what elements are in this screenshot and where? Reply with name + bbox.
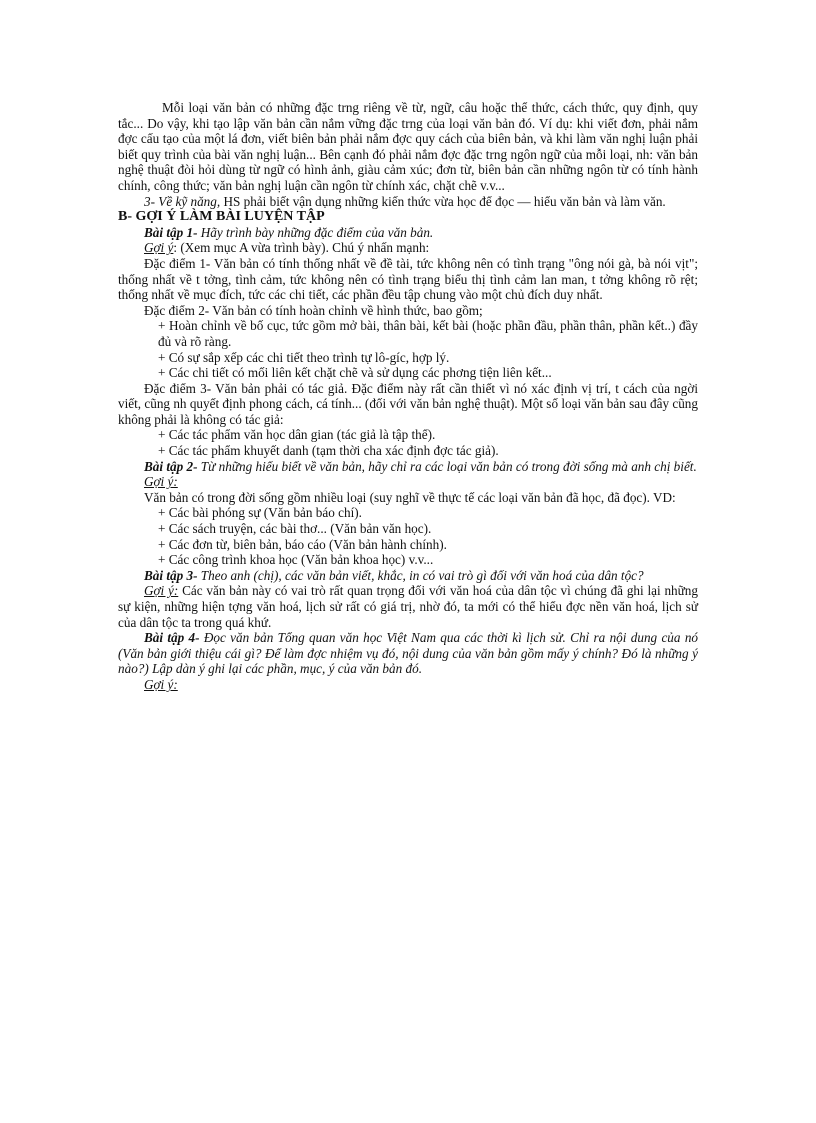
feature-2-bullet-2: + Có sự sắp xếp các chi tiết theo trình tự lô-gíc, hợp lý. <box>158 349 450 365</box>
exercise-2-hint <box>118 474 698 490</box>
exercise-2-bullet-4: + Các công trình khoa học (Văn bản khoa học) v.v... <box>158 552 434 568</box>
feature-3: Đặc điểm 3- Văn bản phải có tác giả. Đặc điểm này rất cần thiết vì nó xác định vị trí, t cách của ngời viết, cũng nh quyết định phong cách, cá tính... (đối với văn bản nghệ thuật). Một số loại văn bản sau đây cũng không phải là không có tác giả: <box>118 380 698 427</box>
exercise-4 <box>118 630 698 677</box>
exercise-2-text: Từ những hiểu biết về văn bản, hãy chỉ ra các loại văn bản có trong đời sống mà anh chị biết. <box>197 458 697 474</box>
exercise-2 <box>118 459 698 475</box>
skills-label: 3- Về kỹ năng, <box>144 193 221 209</box>
exercise-1-text: Hãy trình bày những đặc điểm của văn bản. <box>197 224 434 240</box>
exercise-1 <box>118 225 698 241</box>
exercise-1-label: Bài tập 1- <box>144 224 198 240</box>
feature-3-bullet-1: + Các tác phẩm văn học dân gian (tác giả là tập thể). <box>158 427 436 443</box>
hint-text: : (Xem mục A vừa trình bày). Chú ý nhấn mạnh: <box>173 240 430 256</box>
exercise-1-hint <box>118 240 698 256</box>
exercise-4-text: Đọc văn bản Tổng quan văn học Việt Nam qua các thời kì lịch sử. Chỉ ra nội dung của nó (Văn bản giới thiệu cái gì? Để làm đợc nhiệm vụ đó, nội dung của văn bản gồm mấy ý chính? Đó là những ý nào?) Lập dàn ý ghi lại các phần, mục, ý của văn bản đó. <box>118 630 699 677</box>
hint-label: Gợi ý: <box>144 474 178 490</box>
exercise-2-bullet-3: + Các đơn từ, biên bản, báo cáo (Văn bản hành chính). <box>158 536 447 552</box>
skills-text: HS phải biết vận dụng những kiến thức vừa học để đọc — hiểu văn bản và làm văn. <box>220 193 666 209</box>
hint-label: Gợi ý: <box>144 676 178 692</box>
exercise-4-hint <box>118 677 698 693</box>
feature-2: Đặc điểm 2- Văn bản có tính hoàn chỉnh về hình thức, bao gồm; <box>144 302 483 318</box>
exercise-3-text: Theo anh (chị), các văn bản viết, khắc, in có vai trò gì đối với văn hoá của dân tộc? <box>197 567 644 583</box>
hint-text: Các văn bản này có vai trò rất quan trọng đối với văn hoá của dân tộc vì chúng đã ghi lại những sự kiện, những hiện tợng văn hoá, lịch sử rất có giá trị, nhờ đó, ta mới có thể hiểu đợc nền văn hoá, lịch sử của dân tộc ta trong quá khứ. <box>118 583 698 630</box>
exercise-3-label: Bài tập 3- <box>144 567 198 583</box>
exercise-3-hint <box>118 583 698 630</box>
exercise-2-bullet-2: + Các sách truyện, các bài thơ... (Văn bản văn học). <box>158 521 432 537</box>
feature-2-bullet-1: + Hoàn chỉnh về bố cục, tức gồm mở bài, thân bài, kết bài (hoặc phần đầu, phần thân, phần kết..) đầy đủ và rõ ràng. <box>158 318 698 349</box>
feature-2-bullet-3: + Các chi tiết có mối liên kết chặt chẽ và sử dụng các phơng tiện liên kết... <box>158 365 552 381</box>
exercise-2-bullet-1: + Các bài phóng sự (Văn bản báo chí). <box>158 505 362 521</box>
document-page <box>118 100 698 693</box>
exercise-4-label: Bài tập 4- <box>144 630 200 646</box>
hint-label: Gợi ý: <box>144 583 179 599</box>
paragraph-skills <box>118 194 698 210</box>
paragraph-text-characteristics: Mỗi loại văn bản có những đặc trng riêng về từ, ngữ, câu hoặc thể thức, cách thức, quy định, quy tắc... Do vậy, khi tạo lập văn bản cần nắm vững đặc trng của loại văn bản đó. Ví dụ: khi viết đơn, phải nắm đợc cấu tạo của một lá đơn, viết biên bản phải nắm đợc quy cách của biên bản, và khi làm văn nghị luận phải biết quy trình của bài văn nghị luận... Bên cạnh đó phải nắm đợc đặc trng ngôn ngữ của mỗi loại, nh: văn bản nghệ thuật đòi hỏi dùng từ ngữ có hình ảnh, giàu cảm xúc; đơn từ, biên bản cần những ngôn từ có tính hành chính, công thức; văn bản nghị luận cần ngôn từ chính xác, chặt chẽ v.v... <box>118 100 698 193</box>
exercise-2-label: Bài tập 2- <box>144 458 198 474</box>
exercise-2-paragraph: Văn bản có trong đời sống gồm nhiều loại (suy nghĩ về thực tế các loại văn bản đã học, đã đọc). VD: <box>144 489 676 505</box>
feature-3-bullet-2: + Các tác phẩm khuyết danh (tạm thời cha xác định đợc tác giả). <box>158 443 499 459</box>
feature-1: Đặc điểm 1- Văn bản có tính thống nhất về đề tài, tức không nên có tình trạng "ông nói gà, bà nói vịt"; thống nhất về t tởng, tình cảm, tức không nên có tình trạng biểu thị tình cảm lan man, t tởng không rõ rệt; thống nhất về mục đích, tức các chi tiết, các phần đều tập chung vào một chủ đích duy nhất. <box>118 255 698 303</box>
section-heading: B- GỢI Ý LÀM BÀI LUYỆN TẬP <box>118 209 325 225</box>
hint-label: Gợi ý <box>144 240 174 256</box>
exercise-3 <box>118 568 698 584</box>
